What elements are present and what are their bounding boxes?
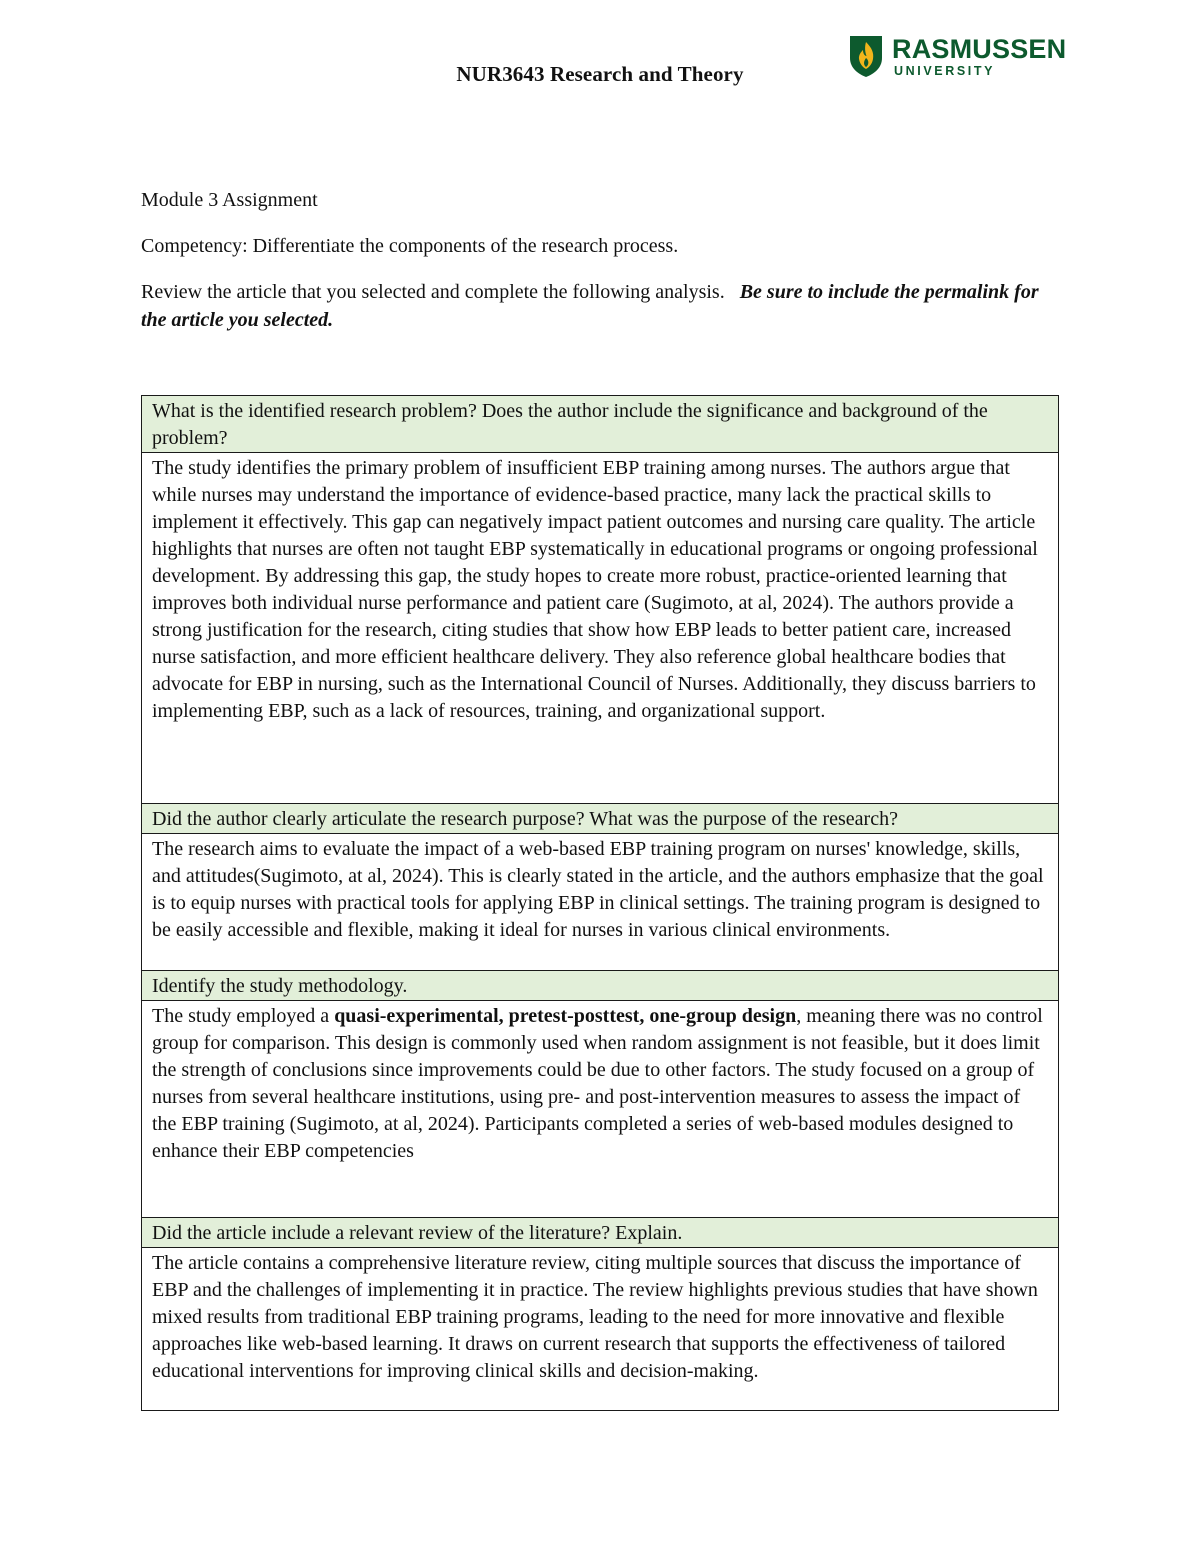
question-cell-research-purpose: Did the author clearly articulate the research purpose? What was the purpose of the research? — [142, 804, 1059, 834]
methodology-text-end: , meaning there was no control group for comparison. This design is commonly used when random assignment is not feasible, but it does limit the strength of conclusions since improvements could be due to other factors. The study focused on a group of nurses from several healthcare institutions, using pre- and post-intervention measures to assess the impact of the EBP training (Sugimoto, at al, 2024). Participants completed a series of web-based modules designed to enhance their EBP competencies — [152, 1005, 1043, 1162]
analysis-table — [141, 395, 1059, 1411]
question-cell-literature-review: Did the article include a relevant review of the literature? Explain. — [142, 1218, 1059, 1248]
answer-row — [142, 1001, 1059, 1218]
answer-cell-research-purpose: The research aims to evaluate the impact of a web-based EBP training program on nurses' knowledge, skills, and attitudes(Sugimoto, at al, 2024). This is clearly stated in the article, and the authors emphasize that the goal is to equip nurses with practical tools for applying EBP in clinical settings. The training program is designed to be easily accessible and flexible, making it ideal for nurses in various clinical environments. — [142, 834, 1059, 971]
question-cell-research-problem: What is the identified research problem? Does the author include the significance and background of the problem? — [142, 396, 1059, 453]
question-row — [142, 1218, 1059, 1248]
assignment-intro — [141, 186, 1041, 334]
answer-cell-research-problem: The study identifies the primary problem of insufficient EBP training among nurses. The authors argue that while nurses may understand the importance of evidence-based practice, many lack the practical skills to implement it effectively. This gap can negatively impact patient outcomes and nursing care quality. The article highlights that nurses are often not taught EBP systematically in educational programs or ongoing professional development. By addressing this gap, the study hopes to create more robust, practice-oriented learning that improves both individual nurse performance and patient care (Sugimoto, at al, 2024). The authors provide a strong justification for the research, citing studies that show how EBP leads to better patient care, increased nurse satisfaction, and more efficient healthcare delivery. They also reference global healthcare bodies that advocate for EBP in nursing, such as the International Council of Nurses. Additionally, they discuss barriers to implementing EBP, such as a lack of resources, training, and organizational support. — [142, 453, 1059, 804]
logo-wordmark: RASMUSSEN — [892, 34, 1067, 64]
answer-cell-methodology — [142, 1001, 1059, 1218]
logo-subtitle: UNIVERSITY — [894, 64, 996, 78]
answer-row — [142, 453, 1059, 804]
university-logo — [848, 34, 1067, 80]
question-row — [142, 804, 1059, 834]
document-header-title: NUR3643 Research and Theory — [456, 62, 744, 86]
flame-shield-icon — [848, 34, 884, 78]
question-row — [142, 396, 1059, 453]
question-row — [142, 971, 1059, 1001]
methodology-text-start: The study employed a — [152, 1005, 335, 1027]
instruction-text: Review the article that you selected and complete the following analysis. — [141, 281, 725, 303]
answer-cell-literature-review: The article contains a comprehensive literature review, citing multiple sources that discuss the importance of EBP and the challenges of implementing it in practice. The review highlights previous studies that have shown mixed results from traditional EBP training programs, leading to the need for more innovative and flexible approaches like web-based learning. It draws on current research that supports the effectiveness of tailored educational interventions for improving clinical skills and decision-making. — [142, 1248, 1059, 1411]
competency-statement: Competency: Differentiate the components of the research process. — [141, 235, 679, 257]
methodology-design-term: quasi-experimental, pretest-posttest, one-group design — [334, 1005, 797, 1027]
question-cell-methodology: Identify the study methodology. — [142, 971, 1059, 1001]
permalink-reminder: Be sure to include the permalink for the article you selected. — [141, 281, 1039, 331]
answer-row — [142, 1248, 1059, 1411]
module-title: Module 3 Assignment — [141, 189, 318, 211]
answer-row — [142, 834, 1059, 971]
instruction-paragraph — [141, 278, 1041, 334]
